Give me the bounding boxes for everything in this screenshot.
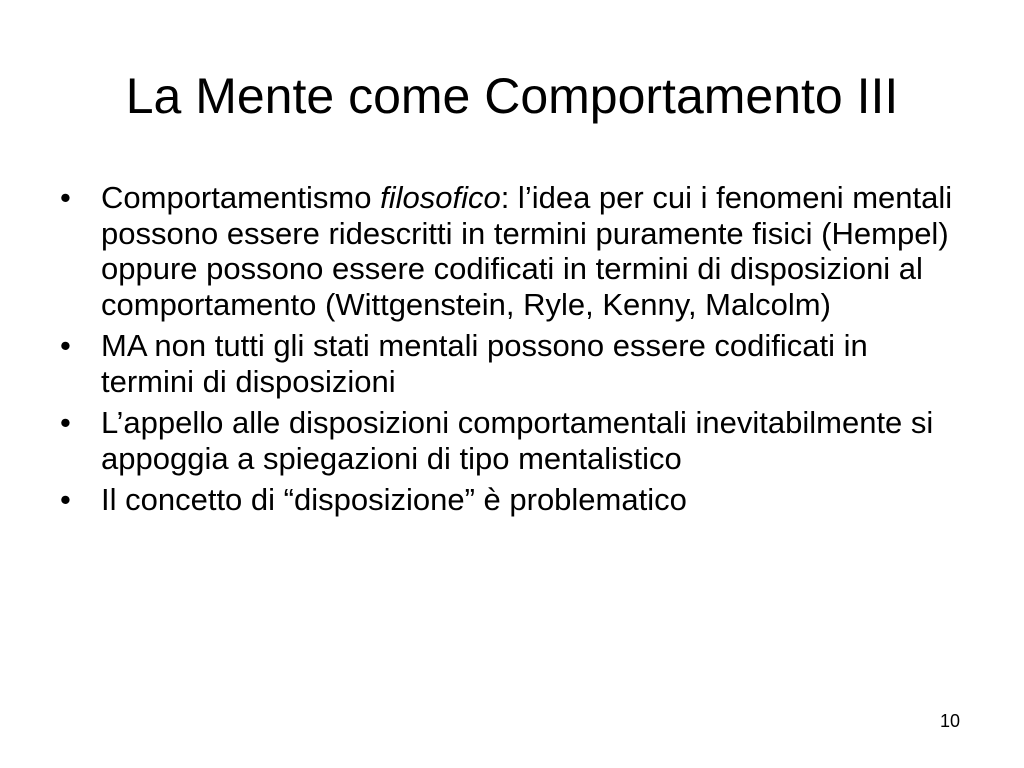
bullet-text: Il concetto di “disposizione” è problematico xyxy=(101,482,687,517)
bullet-list xyxy=(60,180,960,524)
bullet-item-1 xyxy=(60,180,960,322)
bullet-text-rest: : l’idea per cui i fenomeni mentali possono essere ridescritti in termini puramente fisici (Hempel) oppure possono essere codificati in termini di disposizioni al comportamento (Wittgenstein, Ryle, Kenny, Malcolm) xyxy=(101,180,953,322)
slide-page-number: 10 xyxy=(939,711,960,731)
bullet-marker: • xyxy=(60,328,71,363)
bullet-text: L’appello alle disposizioni comportamentali inevitabilmente si appoggia a spiegazioni di tipo mentalistico xyxy=(101,405,934,476)
slide-title: La Mente come Comportamento III xyxy=(125,68,899,124)
bullet-marker: • xyxy=(60,180,71,215)
bullet-marker: • xyxy=(60,482,71,517)
bullet-text-emphasis: filosofico xyxy=(380,180,501,215)
bullet-text: MA non tutti gli stati mentali possono essere codificati in termini di disposizioni xyxy=(101,328,868,399)
bullet-item-3 xyxy=(60,405,960,476)
bullet-item-2 xyxy=(60,328,960,399)
bullet-marker: • xyxy=(60,405,71,440)
bullet-item-4 xyxy=(60,482,960,518)
bullet-text-lead: Comportamentismo xyxy=(101,180,381,215)
